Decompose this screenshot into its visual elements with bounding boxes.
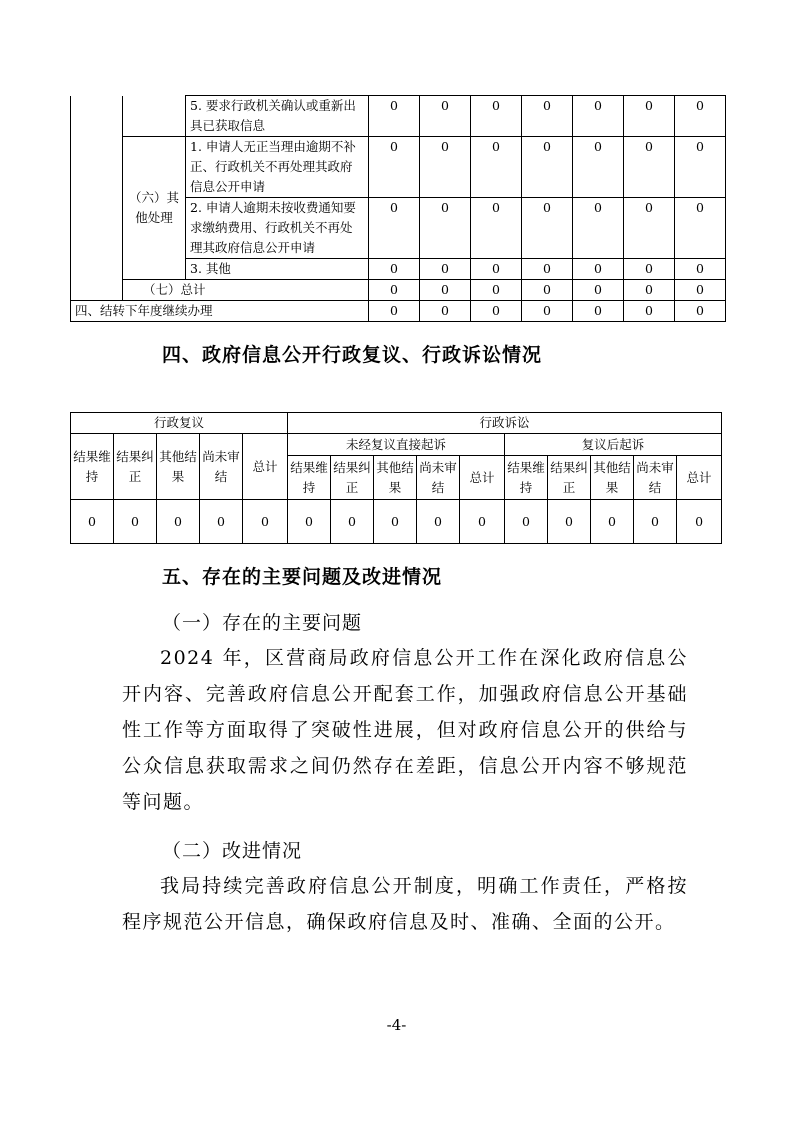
table-row: [71, 280, 726, 301]
section-4-heading: 四、政府信息公开行政复议、行政诉讼情况: [162, 344, 543, 366]
table-cell: 0: [675, 301, 726, 322]
table-cell: 0: [369, 137, 420, 198]
table-cell: 0: [522, 137, 573, 198]
table-cell: 0: [243, 500, 288, 544]
paragraph-improvements: 我局持续完善政府信息公开制度，明确工作责任，严格按程序规范公开信息，确保政府信息及时、准确、全面的公开。: [122, 875, 688, 933]
table-cell: 0: [548, 500, 591, 544]
table-cell: 0: [420, 96, 471, 137]
row-label: 3. 其他: [186, 259, 369, 280]
table-cell: 0: [369, 280, 420, 301]
table-cell: 0: [471, 280, 522, 301]
table-cell: 0: [675, 280, 726, 301]
table-cell: 0: [420, 137, 471, 198]
group-label: （六）其他处理: [123, 137, 186, 280]
table-cell: 0: [331, 500, 374, 544]
table-cell: 0: [675, 96, 726, 137]
column-header: 尚未审结: [634, 456, 677, 500]
after-review-header: 复议后起诉: [505, 434, 722, 456]
table-cell: 0: [471, 198, 522, 259]
table-cell: 0: [591, 500, 634, 544]
column-header: 结果纠正: [114, 434, 157, 500]
column-header: 尚未审结: [200, 434, 243, 500]
table-cell: 0: [573, 96, 624, 137]
table-cell: 0: [369, 259, 420, 280]
table-cell: 0: [522, 198, 573, 259]
table-cell: 0: [471, 96, 522, 137]
table-cell: 0: [675, 259, 726, 280]
table-cell: 0: [573, 259, 624, 280]
subsection-improvements: （二）改进情况: [162, 840, 303, 862]
table-cell: 0: [471, 301, 522, 322]
table-row: [71, 301, 726, 322]
row-label: 1. 申请人无正当理由逾期不补正、行政机关不再处理其政府信息公开申请: [186, 137, 369, 198]
table-cell: 0: [522, 301, 573, 322]
row-label: 5. 要求行政机关确认或重新出具已获取信息: [186, 96, 369, 137]
table-cell: 0: [522, 96, 573, 137]
application-stats-table: [70, 95, 726, 322]
table-cell: 0: [505, 500, 548, 544]
table-cell: 0: [369, 96, 420, 137]
table-cell: 0: [369, 301, 420, 322]
table-cell: 0: [624, 259, 675, 280]
table-cell: 0: [417, 500, 460, 544]
table-cell: 0: [634, 500, 677, 544]
table-cell: 0: [522, 259, 573, 280]
table-cell: 0: [200, 500, 243, 544]
column-header: 总计: [243, 434, 288, 500]
review-litigation-table: [70, 412, 722, 544]
table-row: [71, 96, 726, 137]
table-cell: 0: [675, 137, 726, 198]
table-cell: 0: [624, 301, 675, 322]
table-cell: 0: [675, 198, 726, 259]
table-row: [71, 500, 722, 544]
table-cell: 0: [677, 500, 722, 544]
table-cell: 0: [420, 259, 471, 280]
table-cell: 0: [573, 198, 624, 259]
column-header: 结果纠正: [331, 456, 374, 500]
table-row: [71, 434, 722, 456]
column-header: 尚未审结: [417, 456, 460, 500]
section-5-heading: 五、存在的主要问题及改进情况: [162, 566, 443, 588]
column-header: 结果维持: [71, 434, 114, 500]
table-cell: 0: [71, 500, 114, 544]
table-cell: 0: [522, 280, 573, 301]
table-cell: 0: [573, 280, 624, 301]
table-cell: 0: [460, 500, 505, 544]
table-row: [71, 413, 722, 434]
table-cell: 0: [114, 500, 157, 544]
column-header: 结果纠正: [548, 456, 591, 500]
row-label: 2. 申请人逾期未按收费通知要求缴纳费用、行政机关不再处理其政府信息公开申请: [186, 198, 369, 259]
table-cell: 0: [624, 198, 675, 259]
subsection-problems: （一）存在的主要问题: [162, 612, 363, 634]
table-cell: 0: [374, 500, 417, 544]
column-header: 其他结果: [591, 456, 634, 500]
table-cell: 0: [624, 96, 675, 137]
direct-suit-header: 未经复议直接起诉: [288, 434, 505, 456]
table-cell: 0: [471, 259, 522, 280]
table-cell: 0: [573, 301, 624, 322]
table-cell: 0: [157, 500, 200, 544]
column-header: 总计: [677, 456, 722, 500]
page-number: -4-: [386, 1016, 407, 1034]
row-label: 四、结转下年度继续办理: [71, 301, 369, 322]
column-header: 总计: [460, 456, 505, 500]
table-cell: 0: [420, 301, 471, 322]
paragraph-problems: 2024 年，区营商局政府信息公开工作在深化政府信息公开内容、完善政府信息公开配套工作，加强政府信息公开基础性工作等方面取得了突破性进展，但对政府信息公开的供给与公众信息获取需求之间仍然存在差距，信息公开内容不够规范等问题。: [122, 647, 688, 813]
table-cell: 0: [369, 198, 420, 259]
table-cell: 0: [420, 198, 471, 259]
table-cell: 0: [624, 280, 675, 301]
column-header: 结果维持: [505, 456, 548, 500]
column-header: 其他结果: [157, 434, 200, 500]
column-header: 结果维持: [288, 456, 331, 500]
table-cell: 0: [573, 137, 624, 198]
review-header: 行政复议: [71, 413, 288, 434]
column-header: 其他结果: [374, 456, 417, 500]
table-cell: 0: [420, 280, 471, 301]
table-row: [71, 137, 726, 198]
table-cell: 0: [624, 137, 675, 198]
row-label: （七）总计: [123, 280, 369, 301]
litigation-header: 行政诉讼: [288, 413, 722, 434]
table-cell: 0: [288, 500, 331, 544]
table-cell: 0: [471, 137, 522, 198]
